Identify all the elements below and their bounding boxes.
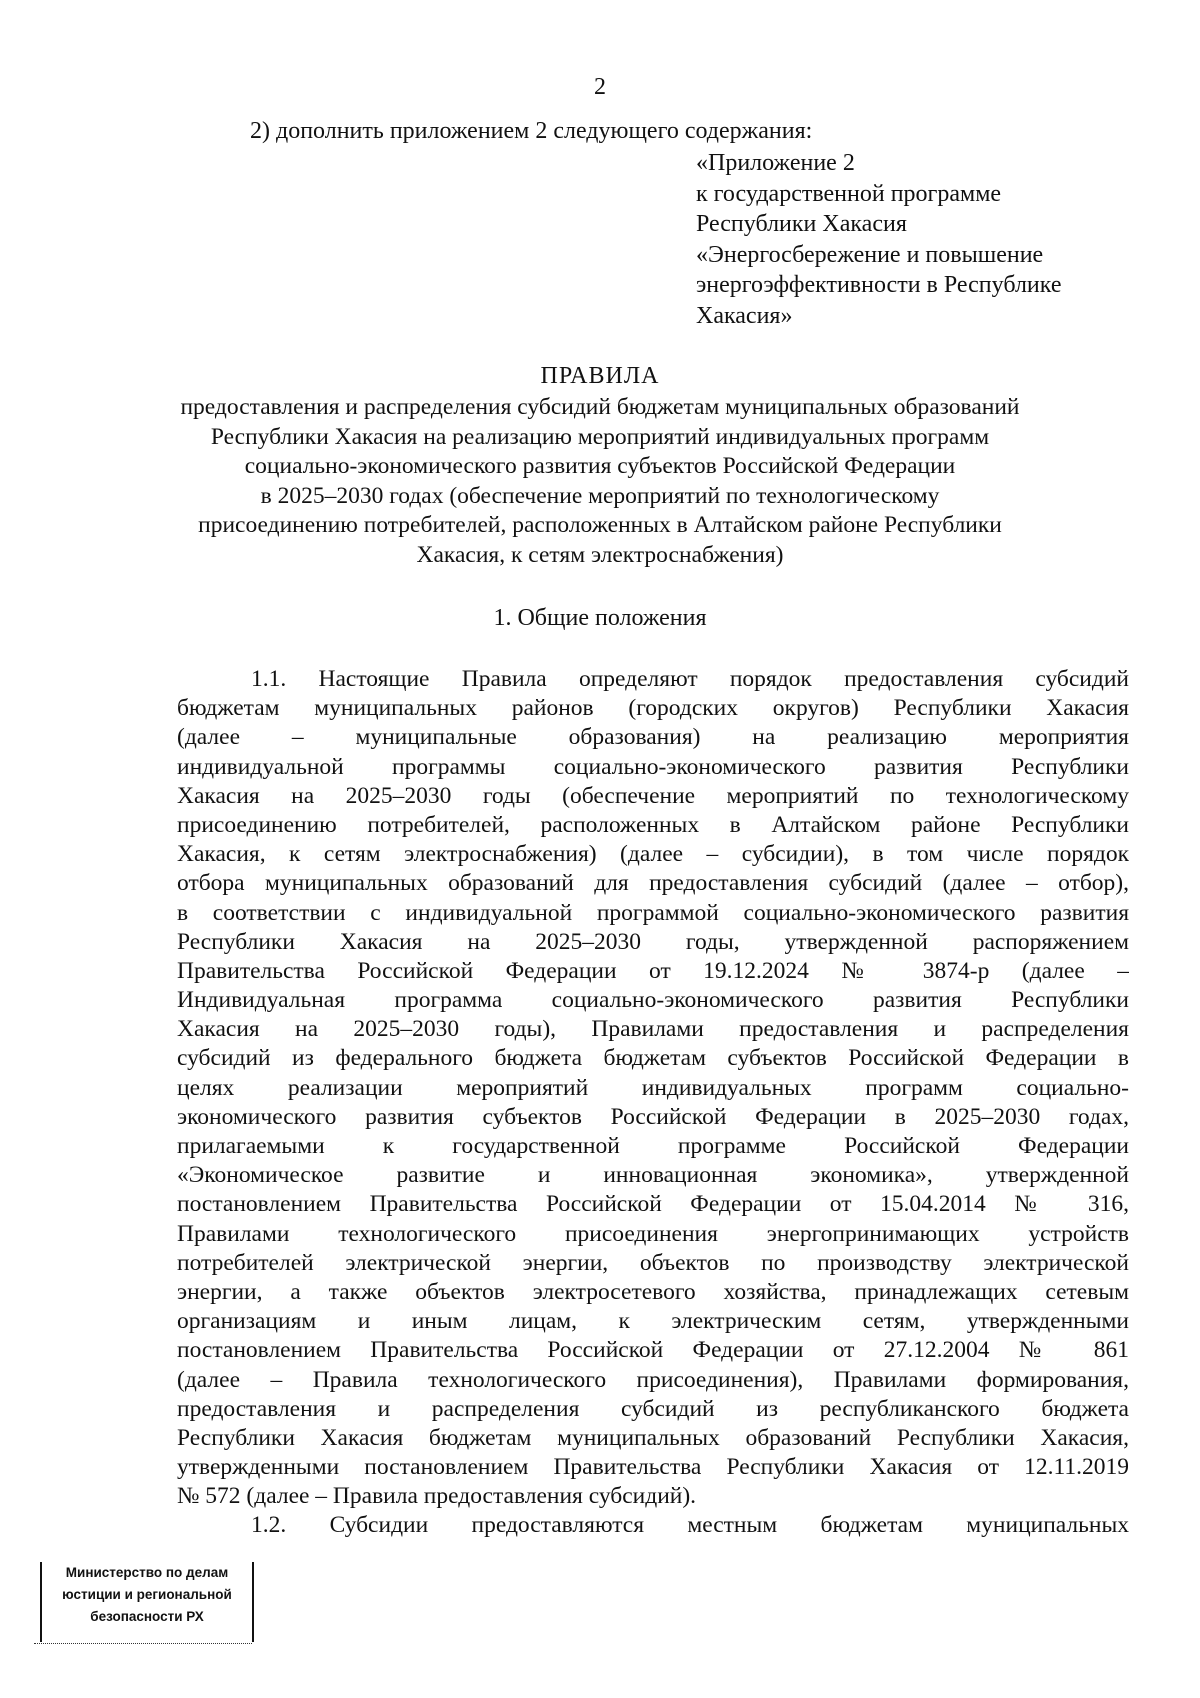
subtitle-line: Республики Хакасия на реализацию мероприятий индивидуальных программ	[210, 423, 990, 450]
stamp-line: юстиции и региональной	[62, 1587, 232, 1602]
body-line: Индивидуальная программа социально-экономического развития Республики	[177, 987, 1129, 1014]
appendix-line: Республики Хакасия	[696, 211, 907, 237]
stamp-line: Министерство по делам	[65, 1565, 229, 1580]
body-line: индивидуальной программы социально-экономического развития Республики	[177, 753, 1129, 780]
body-line: организациям и иным лицам, к электрическим сетям, утвержденными	[177, 1308, 1129, 1335]
body-line: бюджетам муниципальных районов (городских округов) Республики Хакасия	[177, 695, 1129, 722]
body-line: целях реализации мероприятий индивидуальных программ социально-	[177, 1074, 1129, 1101]
section-heading: 1. Общие положения	[493, 605, 707, 631]
subtitle-line: предоставления и распределения субсидий бюджетам муниципальных образований	[180, 394, 1020, 420]
body-line: присоединению потребителей, расположенных в Алтайском районе Республики	[177, 811, 1129, 838]
body-line: субсидий из федерального бюджета бюджетам субъектов Российской Федерации в	[177, 1045, 1129, 1072]
page-number: 2	[594, 74, 606, 100]
body-line: Хакасия на 2025–2030 годы (обеспечение мероприятий по технологическому	[177, 782, 1129, 809]
appendix-line: «Энергосбережение и повышение	[696, 241, 1044, 268]
body-line: № 572 (далее – Правила предоставления субсидий).	[177, 1483, 697, 1510]
stamp-underline	[34, 1643, 252, 1644]
rules-subtitle	[130, 393, 1070, 570]
body-line: в соответствии с индивидуальной программой социально-экономического развития	[177, 899, 1129, 926]
appendix-line: «Приложение 2	[696, 150, 855, 176]
body-line: утвержденными постановлением Правительства Республики Хакасия от 12.11.2019	[177, 1454, 1129, 1481]
stamp-line: безопасности РХ	[90, 1609, 204, 1624]
body-line: 1.1. Настоящие Правила определяют порядок предоставления субсидий	[251, 666, 1129, 692]
body-line: экономического развития субъектов Российской Федерации в 2025–2030 годах,	[177, 1103, 1129, 1130]
subtitle-line: присоединению потребителей, расположенных в Алтайском районе Республики	[198, 512, 1002, 538]
subtitle-line: Хакасия, к сетям электроснабжения)	[416, 541, 784, 568]
body-line: предоставления и распределения субсидий из республиканского бюджета	[177, 1395, 1129, 1422]
body-line: Правилами технологического присоединения энергопринимающих устройств	[177, 1220, 1129, 1247]
body-line: (далее – муниципальные образования) на реализацию мероприятия	[177, 724, 1129, 751]
rules-title: ПРАВИЛА	[540, 363, 660, 389]
ministry-stamp	[40, 1562, 254, 1642]
body-line: Республики Хакасия бюджетам муниципальных образований Республики Хакасия,	[177, 1424, 1129, 1451]
body-line: потребителей электрической энергии, объектов по производству электрической	[177, 1249, 1129, 1276]
appendix-line: к государственной программе	[696, 180, 1002, 207]
body-line: постановлением Правительства Российской Федерации от 27.12.2004 № 861	[177, 1337, 1129, 1364]
subtitle-line: в 2025–2030 годах (обеспечение мероприятий по технологическому	[260, 482, 940, 509]
body-line: прилагаемыми к государственной программе Российской Федерации	[177, 1133, 1129, 1159]
body-line: Хакасия, к сетям электроснабжения) (далее – субсидии), в том числе порядок	[177, 841, 1129, 868]
body-line: Республики Хакасия на 2025–2030 годы, утвержденной распоряжением	[177, 928, 1129, 955]
appendix-line: энергоэффективности в Республике	[696, 272, 1062, 298]
subtitle-line: социально-экономического развития субъектов Российской Федерации	[244, 453, 956, 479]
body-line: 1.2. Субсидии предоставляются местным бюджетам муниципальных	[251, 1512, 1129, 1539]
body-text	[177, 665, 1129, 1541]
body-line: энергии, а также объектов электросетевого хозяйства, принадлежащих сетевым	[177, 1278, 1129, 1305]
body-line: (далее – Правила технологического присоединения), Правилами формирования,	[177, 1366, 1129, 1393]
appendix-line: Хакасия»	[696, 302, 793, 329]
appendix-heading	[696, 148, 1136, 331]
amendment-item-2: 2) дополнить приложением 2 следующего содержания:	[250, 118, 813, 144]
body-line: «Экономическое развитие и инновационная экономика», утвержденной	[177, 1162, 1129, 1189]
body-line: постановлением Правительства Российской Федерации от 15.04.2014 № 316,	[177, 1191, 1129, 1218]
body-line: Хакасия на 2025–2030 годы), Правилами предоставления и распределения	[177, 1016, 1129, 1043]
body-line: Правительства Российской Федерации от 19.12.2024 № 3874-р (далее –	[177, 957, 1129, 984]
body-line: отбора муниципальных образований для предоставления субсидий (далее – отбор),	[177, 870, 1129, 897]
